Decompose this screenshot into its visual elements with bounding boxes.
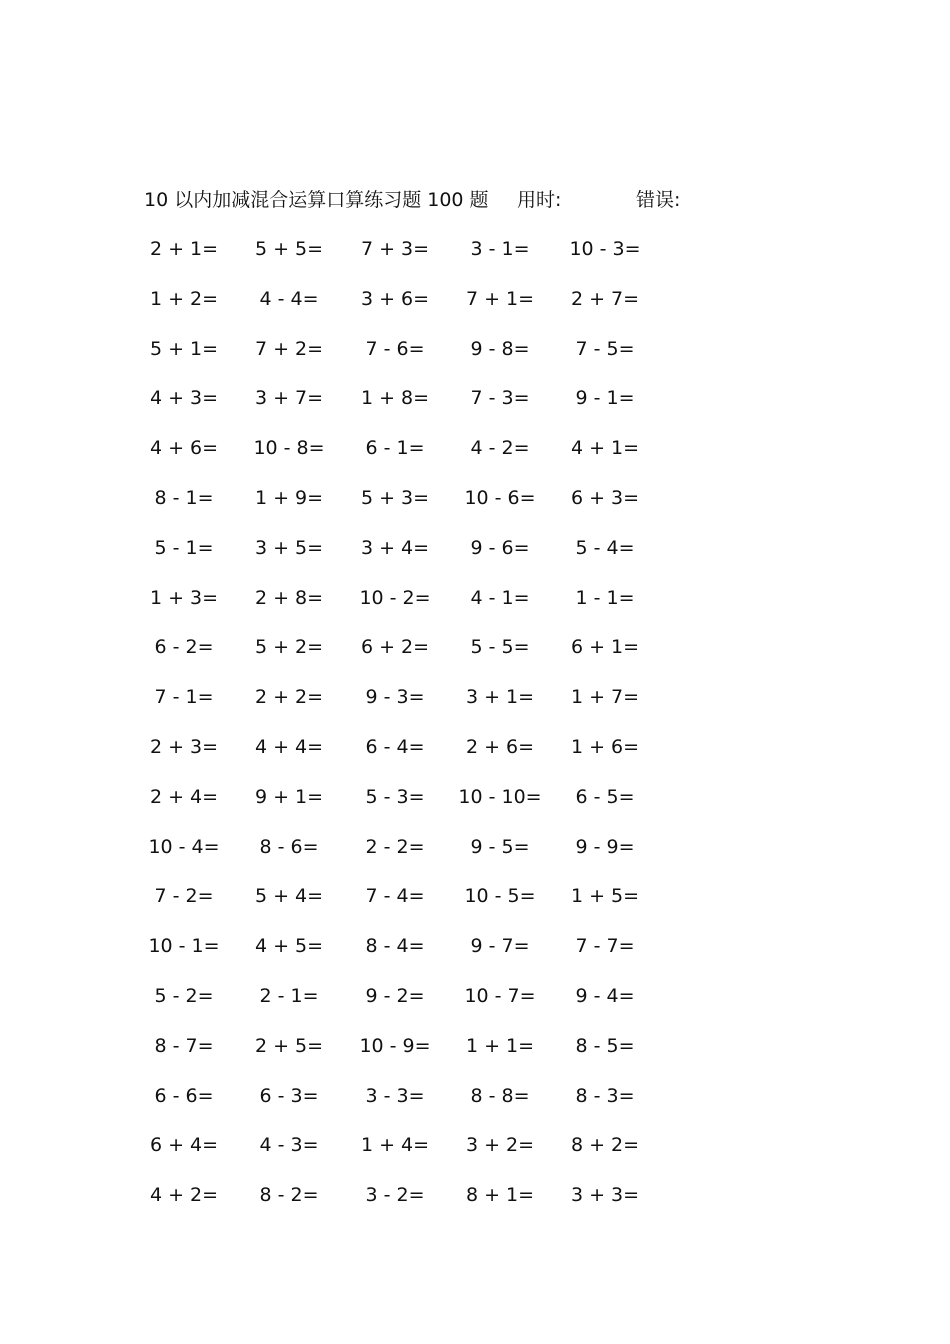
math-problem: 8 - 8=: [470, 1084, 530, 1107]
math-problem: 1 + 5=: [570, 885, 640, 908]
math-problem: 2 + 7=: [570, 287, 640, 310]
problem-row: [144, 833, 704, 883]
math-problem: 2 + 2=: [254, 686, 324, 709]
math-problem: 7 + 2=: [254, 337, 324, 360]
time-used-label: 用时:: [517, 189, 562, 211]
math-problem: 2 - 1=: [259, 984, 319, 1007]
math-problem: 10 - 3=: [569, 238, 641, 260]
problem-row: [144, 1032, 704, 1082]
math-problem: 8 + 2=: [570, 1134, 640, 1157]
math-problem: 1 + 7=: [570, 686, 640, 709]
math-problem: 10 - 4=: [148, 835, 220, 858]
math-problem: 4 + 4=: [254, 735, 324, 758]
math-problem: 7 - 7=: [575, 935, 635, 958]
math-problem: 1 + 2=: [149, 287, 219, 310]
math-problem: 9 - 3=: [365, 686, 425, 709]
worksheet-header: [144, 186, 844, 214]
math-problem: 6 + 2=: [360, 636, 430, 659]
problem-row: [144, 484, 704, 534]
problem-row: [144, 235, 704, 285]
problem-row: [144, 683, 704, 733]
math-problem: 3 - 2=: [365, 1184, 425, 1207]
math-problem: 7 + 1=: [465, 287, 535, 310]
math-problem: 4 + 5=: [254, 935, 324, 958]
math-problem: 5 - 5=: [470, 636, 530, 659]
math-problem: 9 - 8=: [470, 337, 530, 360]
math-problem: 2 + 3=: [149, 735, 219, 758]
math-problem: 2 + 6=: [465, 735, 535, 758]
math-problem: 2 + 8=: [254, 586, 324, 609]
math-problem: 8 - 5=: [575, 1034, 635, 1057]
math-problem: 5 - 2=: [154, 984, 214, 1007]
math-problem: 3 - 3=: [365, 1084, 425, 1107]
math-problem: 9 - 5=: [470, 835, 530, 858]
problem-row: [144, 534, 704, 584]
math-problem: 1 + 6=: [570, 735, 640, 758]
math-problem: 1 + 3=: [149, 586, 219, 609]
math-problem: 10 - 9=: [359, 1034, 431, 1057]
math-problem: 2 + 1=: [149, 238, 219, 260]
math-problem: 10 - 1=: [148, 935, 220, 958]
math-problem: 7 - 1=: [154, 686, 214, 709]
math-problem: 7 + 3=: [360, 238, 430, 260]
math-problem: 3 + 3=: [570, 1184, 640, 1207]
math-problem: 10 - 10=: [458, 785, 542, 808]
math-problem: 6 + 1=: [570, 636, 640, 659]
math-problem: 6 - 2=: [154, 636, 214, 659]
math-problem: 4 + 3=: [149, 387, 219, 410]
problem-row: [144, 783, 704, 833]
math-problem: 10 - 6=: [464, 486, 536, 509]
math-problem: 10 - 5=: [464, 885, 536, 908]
math-problem: 4 - 3=: [259, 1134, 319, 1157]
math-problem: 5 - 3=: [365, 785, 425, 808]
problem-row: [144, 633, 704, 683]
problem-row: [144, 434, 704, 484]
problem-row: [144, 584, 704, 634]
math-problem: 8 - 1=: [154, 486, 214, 509]
math-problem: 1 + 8=: [360, 387, 430, 410]
math-problem: 6 - 3=: [259, 1084, 319, 1107]
math-problem: 7 - 5=: [575, 337, 635, 360]
problem-row: [144, 982, 704, 1032]
math-problem: 3 + 2=: [465, 1134, 535, 1157]
math-problem: 3 + 4=: [360, 536, 430, 559]
math-problem: 4 + 1=: [570, 437, 640, 460]
math-problem: 4 - 2=: [470, 437, 530, 460]
math-problem: 5 + 3=: [360, 486, 430, 509]
math-problem: 6 - 1=: [365, 437, 425, 460]
math-problem: 3 + 5=: [254, 536, 324, 559]
math-problem: 2 + 4=: [149, 785, 219, 808]
problem-row: [144, 285, 704, 335]
math-problem: 1 + 4=: [360, 1134, 430, 1157]
math-problem: 10 - 2=: [359, 586, 431, 609]
math-problem: 5 + 1=: [149, 337, 219, 360]
math-problem: 5 + 2=: [254, 636, 324, 659]
math-problem: 7 - 4=: [365, 885, 425, 908]
problem-row: [144, 733, 704, 783]
math-problem: 5 + 5=: [254, 238, 324, 260]
math-problem: 7 - 2=: [154, 885, 214, 908]
math-problem: 8 + 1=: [465, 1184, 535, 1207]
math-problem: 3 - 1=: [470, 238, 530, 260]
problem-grid: [144, 235, 704, 1231]
math-problem: 4 - 4=: [259, 287, 319, 310]
math-problem: 8 - 3=: [575, 1084, 635, 1107]
worksheet-title: 10 以内加减混合运算口算练习题 100 题: [144, 189, 489, 211]
problem-row: [144, 335, 704, 385]
math-problem: 9 + 1=: [254, 785, 324, 808]
math-problem: 10 - 8=: [253, 437, 325, 460]
math-problem: 1 - 1=: [575, 586, 635, 609]
problem-row: [144, 932, 704, 982]
math-problem: 4 + 2=: [149, 1184, 219, 1207]
problem-row: [144, 1181, 704, 1231]
math-problem: 6 - 5=: [575, 785, 635, 808]
math-problem: 1 + 1=: [465, 1034, 535, 1057]
math-problem: 9 - 9=: [575, 835, 635, 858]
math-problem: 9 - 2=: [365, 984, 425, 1007]
math-problem: 8 - 2=: [259, 1184, 319, 1207]
math-problem: 6 - 6=: [154, 1084, 214, 1107]
math-problem: 1 + 9=: [254, 486, 324, 509]
math-problem: 8 - 6=: [259, 835, 319, 858]
math-problem: 7 - 3=: [470, 387, 530, 410]
math-problem: 9 - 4=: [575, 984, 635, 1007]
math-problem: 9 - 1=: [575, 387, 635, 410]
math-problem: 4 - 1=: [470, 586, 530, 609]
problem-row: [144, 384, 704, 434]
error-count-label: 错误:: [636, 189, 681, 211]
math-problem: 5 - 1=: [154, 536, 214, 559]
math-problem: 5 + 4=: [254, 885, 324, 908]
math-problem: 9 - 6=: [470, 536, 530, 559]
math-problem: 3 + 1=: [465, 686, 535, 709]
math-problem: 3 + 6=: [360, 287, 430, 310]
math-problem: 2 + 5=: [254, 1034, 324, 1057]
math-problem: 6 + 4=: [149, 1134, 219, 1157]
math-problem: 8 - 7=: [154, 1034, 214, 1057]
math-problem: 10 - 7=: [464, 984, 536, 1007]
math-problem: 6 + 3=: [570, 486, 640, 509]
math-problem: 9 - 7=: [470, 935, 530, 958]
problem-row: [144, 882, 704, 932]
math-problem: 6 - 4=: [365, 735, 425, 758]
problem-row: [144, 1082, 704, 1132]
math-problem: 4 + 6=: [149, 437, 219, 460]
problem-row: [144, 1131, 704, 1181]
math-problem: 8 - 4=: [365, 935, 425, 958]
math-problem: 7 - 6=: [365, 337, 425, 360]
math-problem: 5 - 4=: [575, 536, 635, 559]
math-problem: 2 - 2=: [365, 835, 425, 858]
math-problem: 3 + 7=: [254, 387, 324, 410]
